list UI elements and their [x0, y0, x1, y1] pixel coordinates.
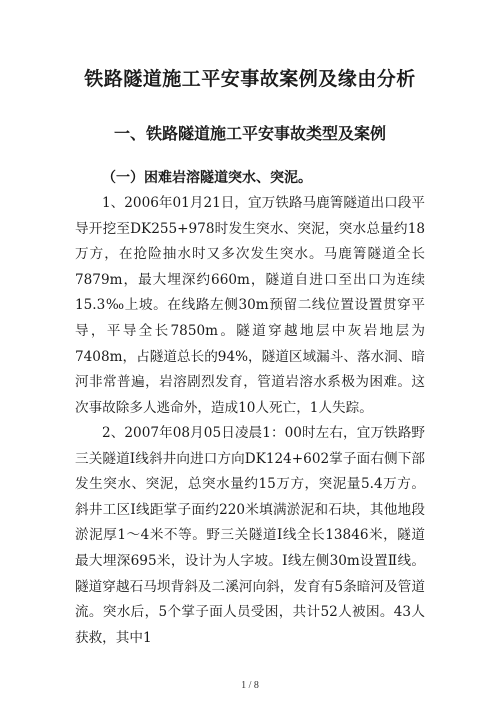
page-number: 1 / 8	[241, 680, 259, 691]
paragraph-2	[75, 421, 425, 651]
paragraph-1	[75, 191, 425, 421]
document-title: 铁路隧道施工平安事故案例及缘由分析	[84, 68, 416, 90]
paragraph-1-text: 1、2006年01月21日，宜万铁路马鹿箐隧道出口段平导开挖至DK255+978时发生突水、突泥，突水总量约18万方，在抢险抽水时又多次发生突水。马鹿箐隧道全长7879m，最大埋深约660m，隧道自进口至出口为连续15.3‰上坡。在线路左侧30m预留二线位置设置贯穿平导，平导全长7850m。隧道穿越地层中灰岩地层为7408m，占隧道总长的94%，隧道区域漏斗、落水洞、暗河非常普遍，岩溶剧烈发育，管道岩溶水系极为困难。这次事故除多人逃命外，造成10人死亡，1人失踪。	[75, 195, 425, 416]
section-heading: 一、铁路隧道施工平安事故类型及案例	[113, 124, 386, 143]
paragraph-2-text: 2、2007年08月05日凌晨1：00时左右，宜万铁路野三关隧道I线斜井向进口方向DK124+602掌子面右侧下部发生突水、突泥，总突水量约15万方，突泥量5.4万方。斜井工区Ⅰ线距掌子面约220米填满淤泥和石块，其他地段淤泥厚1～4米不等。野三关隧道Ⅰ线全长13846米，隧道最大埋深695米，设计为人字坡。Ⅰ线左侧30m设置Ⅱ线。隧道穿越石马坝背斜及二溪河向斜，发育有5条暗河及管道流。突水后，5个掌子面人员受困，共计52人被困。43人获救，其中1	[75, 425, 425, 646]
sub-heading: （一）困难岩溶隧道突水、突泥。	[102, 170, 312, 186]
